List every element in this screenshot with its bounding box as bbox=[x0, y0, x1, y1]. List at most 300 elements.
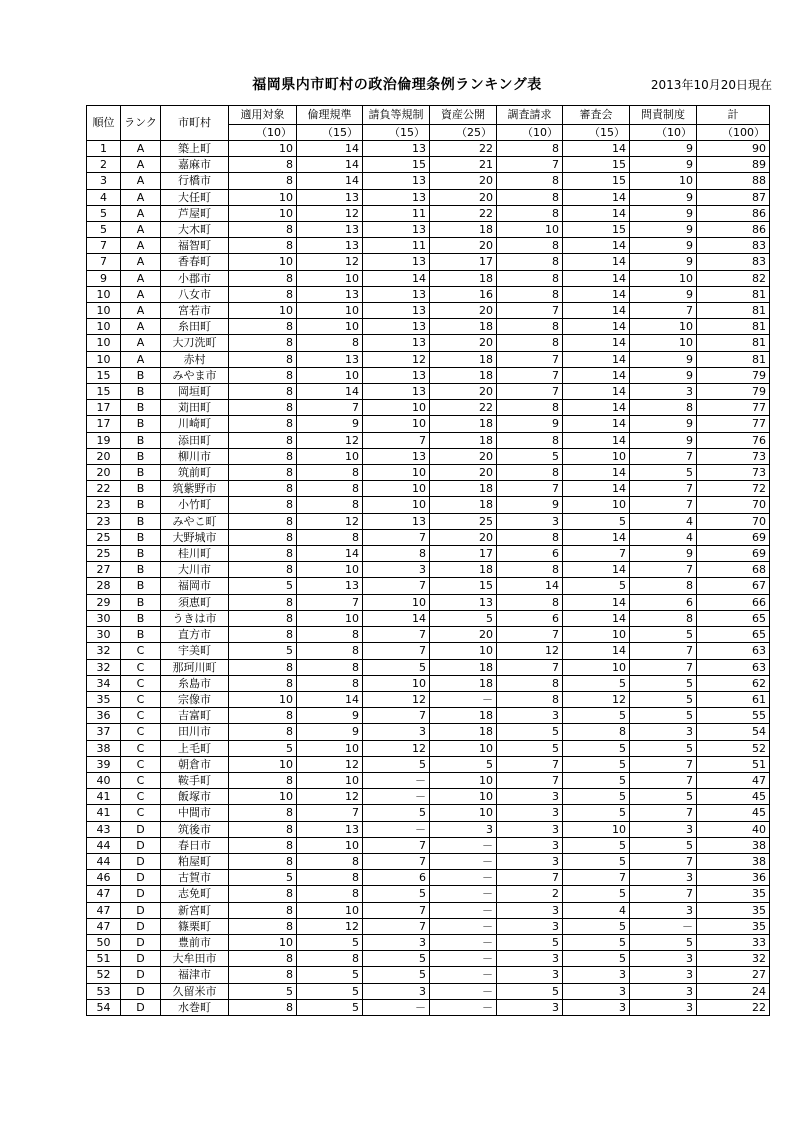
grade-cell: D bbox=[121, 951, 161, 967]
ethics-score-cell: 8 bbox=[297, 529, 363, 545]
council-score-cell: 14 bbox=[563, 319, 630, 335]
ethics-score-cell: 8 bbox=[297, 643, 363, 659]
total-score-cell: 35 bbox=[697, 902, 770, 918]
grade-cell: C bbox=[121, 691, 161, 707]
city-cell: 嘉麻市 bbox=[161, 157, 229, 173]
city-cell: 中間市 bbox=[161, 805, 229, 821]
asset-score-cell: 18 bbox=[430, 724, 497, 740]
inquiry-score-cell: 8 bbox=[497, 691, 563, 707]
city-cell: 粕屋町 bbox=[161, 853, 229, 869]
asset-score-cell: 17 bbox=[430, 546, 497, 562]
table-row bbox=[87, 756, 770, 772]
censure-score-cell: 5 bbox=[630, 837, 697, 853]
rank-cell: 1 bbox=[87, 141, 121, 157]
ethics-score-cell: 8 bbox=[297, 481, 363, 497]
ethics-score-cell: 12 bbox=[297, 918, 363, 934]
rank-cell: 47 bbox=[87, 918, 121, 934]
contract-score-cell: 13 bbox=[363, 367, 430, 383]
inquiry-score-cell: 6 bbox=[497, 610, 563, 626]
council-score-cell: 5 bbox=[563, 886, 630, 902]
ethics-score-cell: 8 bbox=[297, 335, 363, 351]
city-cell: みやま市 bbox=[161, 367, 229, 383]
target-score-cell: 10 bbox=[229, 691, 297, 707]
header-score-name: 適用対象 bbox=[229, 106, 297, 125]
header-city: 市町村 bbox=[161, 106, 229, 141]
city-cell: 那珂川町 bbox=[161, 659, 229, 675]
table-row bbox=[87, 578, 770, 594]
censure-score-cell: 5 bbox=[630, 691, 697, 707]
asset-score-cell: 18 bbox=[430, 562, 497, 578]
council-score-cell: 5 bbox=[563, 918, 630, 934]
total-score-cell: 32 bbox=[697, 951, 770, 967]
censure-score-cell: 3 bbox=[630, 724, 697, 740]
council-score-cell: 14 bbox=[563, 481, 630, 497]
inquiry-score-cell: 8 bbox=[497, 529, 563, 545]
inquiry-score-cell: 5 bbox=[497, 740, 563, 756]
contract-score-cell: 3 bbox=[363, 934, 430, 950]
asset-score-cell: 18 bbox=[430, 367, 497, 383]
header-grade: ランク bbox=[121, 106, 161, 141]
city-cell: 新宮町 bbox=[161, 902, 229, 918]
ethics-score-cell: 14 bbox=[297, 173, 363, 189]
rank-cell: 32 bbox=[87, 659, 121, 675]
grade-cell: B bbox=[121, 513, 161, 529]
target-score-cell: 8 bbox=[229, 481, 297, 497]
council-score-cell: 14 bbox=[563, 416, 630, 432]
ethics-score-cell: 13 bbox=[297, 286, 363, 302]
table-row bbox=[87, 432, 770, 448]
ethics-score-cell: 5 bbox=[297, 934, 363, 950]
censure-score-cell: 7 bbox=[630, 497, 697, 513]
council-score-cell: 5 bbox=[563, 805, 630, 821]
total-score-cell: 35 bbox=[697, 886, 770, 902]
censure-score-cell: 9 bbox=[630, 141, 697, 157]
inquiry-score-cell: 7 bbox=[497, 367, 563, 383]
asset-score-cell: － bbox=[430, 918, 497, 934]
city-cell: 糸島市 bbox=[161, 675, 229, 691]
ethics-score-cell: 9 bbox=[297, 416, 363, 432]
city-cell: 小郡市 bbox=[161, 270, 229, 286]
inquiry-score-cell: 8 bbox=[497, 189, 563, 205]
target-score-cell: 8 bbox=[229, 384, 297, 400]
table-row bbox=[87, 448, 770, 464]
ethics-score-cell: 12 bbox=[297, 254, 363, 270]
ethics-score-cell: 8 bbox=[297, 675, 363, 691]
as-of-date: 2013年10月20日現在 bbox=[650, 78, 772, 92]
contract-score-cell: 13 bbox=[363, 319, 430, 335]
contract-score-cell: 5 bbox=[363, 951, 430, 967]
rank-cell: 10 bbox=[87, 319, 121, 335]
table-row bbox=[87, 772, 770, 788]
ethics-score-cell: 9 bbox=[297, 708, 363, 724]
city-cell: 豊前市 bbox=[161, 934, 229, 950]
inquiry-score-cell: 8 bbox=[497, 465, 563, 481]
inquiry-score-cell: 8 bbox=[497, 675, 563, 691]
total-score-cell: 66 bbox=[697, 594, 770, 610]
contract-score-cell: 7 bbox=[363, 529, 430, 545]
contract-score-cell: 7 bbox=[363, 918, 430, 934]
header-score-max: （10） bbox=[630, 125, 697, 141]
rank-cell: 17 bbox=[87, 416, 121, 432]
ethics-score-cell: 12 bbox=[297, 432, 363, 448]
contract-score-cell: 10 bbox=[363, 481, 430, 497]
city-cell: 吉富町 bbox=[161, 708, 229, 724]
inquiry-score-cell: 8 bbox=[497, 432, 563, 448]
contract-score-cell: － bbox=[363, 821, 430, 837]
ethics-score-cell: 8 bbox=[297, 497, 363, 513]
grade-cell: B bbox=[121, 578, 161, 594]
ethics-score-cell: 10 bbox=[297, 902, 363, 918]
contract-score-cell: 6 bbox=[363, 870, 430, 886]
table-row bbox=[87, 497, 770, 513]
rank-cell: 40 bbox=[87, 772, 121, 788]
target-score-cell: 8 bbox=[229, 432, 297, 448]
total-score-cell: 45 bbox=[697, 789, 770, 805]
total-score-cell: 81 bbox=[697, 335, 770, 351]
inquiry-score-cell: 3 bbox=[497, 837, 563, 853]
council-score-cell: 3 bbox=[563, 999, 630, 1015]
rank-cell: 2 bbox=[87, 157, 121, 173]
rank-cell: 7 bbox=[87, 238, 121, 254]
table-row bbox=[87, 708, 770, 724]
asset-score-cell: － bbox=[430, 886, 497, 902]
target-score-cell: 8 bbox=[229, 805, 297, 821]
grade-cell: D bbox=[121, 902, 161, 918]
rank-cell: 17 bbox=[87, 400, 121, 416]
city-cell: 上毛町 bbox=[161, 740, 229, 756]
table-row bbox=[87, 659, 770, 675]
city-cell: 古賀市 bbox=[161, 870, 229, 886]
table-row bbox=[87, 805, 770, 821]
inquiry-score-cell: 5 bbox=[497, 934, 563, 950]
target-score-cell: 8 bbox=[229, 448, 297, 464]
council-score-cell: 14 bbox=[563, 205, 630, 221]
table-row bbox=[87, 238, 770, 254]
asset-score-cell: － bbox=[430, 951, 497, 967]
asset-score-cell: 20 bbox=[430, 465, 497, 481]
target-score-cell: 8 bbox=[229, 529, 297, 545]
table-row bbox=[87, 902, 770, 918]
rank-cell: 20 bbox=[87, 465, 121, 481]
grade-cell: B bbox=[121, 562, 161, 578]
grade-cell: B bbox=[121, 627, 161, 643]
asset-score-cell: － bbox=[430, 999, 497, 1015]
contract-score-cell: 14 bbox=[363, 610, 430, 626]
city-cell: 八女市 bbox=[161, 286, 229, 302]
ethics-score-cell: 10 bbox=[297, 367, 363, 383]
rank-cell: 4 bbox=[87, 189, 121, 205]
ethics-score-cell: 13 bbox=[297, 189, 363, 205]
council-score-cell: 14 bbox=[563, 351, 630, 367]
contract-score-cell: 13 bbox=[363, 384, 430, 400]
contract-score-cell: 12 bbox=[363, 691, 430, 707]
target-score-cell: 8 bbox=[229, 335, 297, 351]
table-row bbox=[87, 254, 770, 270]
council-score-cell: 5 bbox=[563, 578, 630, 594]
contract-score-cell: 10 bbox=[363, 675, 430, 691]
rank-cell: 44 bbox=[87, 853, 121, 869]
council-score-cell: 14 bbox=[563, 189, 630, 205]
grade-cell: C bbox=[121, 756, 161, 772]
contract-score-cell: 5 bbox=[363, 756, 430, 772]
ethics-score-cell: 10 bbox=[297, 837, 363, 853]
contract-score-cell: 13 bbox=[363, 513, 430, 529]
council-score-cell: 7 bbox=[563, 870, 630, 886]
total-score-cell: 81 bbox=[697, 319, 770, 335]
council-score-cell: 15 bbox=[563, 173, 630, 189]
target-score-cell: 8 bbox=[229, 902, 297, 918]
ethics-score-cell: 12 bbox=[297, 756, 363, 772]
censure-score-cell: 5 bbox=[630, 740, 697, 756]
header-score-max: （15） bbox=[297, 125, 363, 141]
censure-score-cell: 9 bbox=[630, 254, 697, 270]
target-score-cell: 8 bbox=[229, 367, 297, 383]
header-score-name: 問責制度 bbox=[630, 106, 697, 125]
target-score-cell: 5 bbox=[229, 643, 297, 659]
grade-cell: B bbox=[121, 594, 161, 610]
contract-score-cell: 7 bbox=[363, 643, 430, 659]
council-score-cell: 15 bbox=[563, 157, 630, 173]
city-cell: 飯塚市 bbox=[161, 789, 229, 805]
asset-score-cell: 18 bbox=[430, 270, 497, 286]
ethics-score-cell: 10 bbox=[297, 740, 363, 756]
city-cell: 鞍手町 bbox=[161, 772, 229, 788]
target-score-cell: 8 bbox=[229, 173, 297, 189]
city-cell: 福津市 bbox=[161, 967, 229, 983]
council-score-cell: 5 bbox=[563, 951, 630, 967]
inquiry-score-cell: 8 bbox=[497, 238, 563, 254]
target-score-cell: 8 bbox=[229, 772, 297, 788]
rank-cell: 5 bbox=[87, 205, 121, 221]
target-score-cell: 5 bbox=[229, 870, 297, 886]
inquiry-score-cell: 3 bbox=[497, 902, 563, 918]
ethics-score-cell: 8 bbox=[297, 951, 363, 967]
city-cell: 小竹町 bbox=[161, 497, 229, 513]
table-row bbox=[87, 270, 770, 286]
ethics-score-cell: 14 bbox=[297, 157, 363, 173]
grade-cell: B bbox=[121, 416, 161, 432]
total-score-cell: 61 bbox=[697, 691, 770, 707]
page-title: 福岡県内市町村の政治倫理条例ランキング表 bbox=[252, 77, 542, 93]
censure-score-cell: 3 bbox=[630, 870, 697, 886]
table-row bbox=[87, 173, 770, 189]
header-score-max: （10） bbox=[497, 125, 563, 141]
target-score-cell: 8 bbox=[229, 222, 297, 238]
censure-score-cell: 9 bbox=[630, 416, 697, 432]
table-row bbox=[87, 546, 770, 562]
asset-score-cell: 18 bbox=[430, 432, 497, 448]
table-row bbox=[87, 886, 770, 902]
city-cell: 赤村 bbox=[161, 351, 229, 367]
target-score-cell: 8 bbox=[229, 319, 297, 335]
header-score-name: 審査会 bbox=[563, 106, 630, 125]
ethics-score-cell: 10 bbox=[297, 270, 363, 286]
grade-cell: B bbox=[121, 432, 161, 448]
grade-cell: A bbox=[121, 222, 161, 238]
contract-score-cell: 10 bbox=[363, 400, 430, 416]
city-cell: 宗像市 bbox=[161, 691, 229, 707]
asset-score-cell: 5 bbox=[430, 610, 497, 626]
asset-score-cell: 15 bbox=[430, 578, 497, 594]
censure-score-cell: 9 bbox=[630, 367, 697, 383]
total-score-cell: 87 bbox=[697, 189, 770, 205]
rank-cell: 22 bbox=[87, 481, 121, 497]
contract-score-cell: 11 bbox=[363, 205, 430, 221]
rank-cell: 36 bbox=[87, 708, 121, 724]
council-score-cell: 14 bbox=[563, 400, 630, 416]
ethics-score-cell: 7 bbox=[297, 594, 363, 610]
asset-score-cell: 10 bbox=[430, 805, 497, 821]
council-score-cell: 5 bbox=[563, 772, 630, 788]
inquiry-score-cell: 6 bbox=[497, 546, 563, 562]
asset-score-cell: 18 bbox=[430, 675, 497, 691]
censure-score-cell: 7 bbox=[630, 756, 697, 772]
rank-cell: 34 bbox=[87, 675, 121, 691]
inquiry-score-cell: 9 bbox=[497, 416, 563, 432]
contract-score-cell: 8 bbox=[363, 546, 430, 562]
target-score-cell: 8 bbox=[229, 286, 297, 302]
target-score-cell: 10 bbox=[229, 934, 297, 950]
asset-score-cell: 18 bbox=[430, 416, 497, 432]
contract-score-cell: 13 bbox=[363, 173, 430, 189]
censure-score-cell: 5 bbox=[630, 789, 697, 805]
censure-score-cell: 3 bbox=[630, 384, 697, 400]
header-score-max: （15） bbox=[563, 125, 630, 141]
total-score-cell: 81 bbox=[697, 303, 770, 319]
asset-score-cell: 20 bbox=[430, 448, 497, 464]
total-score-cell: 79 bbox=[697, 367, 770, 383]
rank-cell: 25 bbox=[87, 529, 121, 545]
grade-cell: B bbox=[121, 465, 161, 481]
censure-score-cell: 5 bbox=[630, 934, 697, 950]
contract-score-cell: 12 bbox=[363, 740, 430, 756]
contract-score-cell: 10 bbox=[363, 416, 430, 432]
total-score-cell: 72 bbox=[697, 481, 770, 497]
total-score-cell: 76 bbox=[697, 432, 770, 448]
censure-score-cell: 5 bbox=[630, 708, 697, 724]
contract-score-cell: 13 bbox=[363, 335, 430, 351]
rank-cell: 7 bbox=[87, 254, 121, 270]
total-score-cell: 81 bbox=[697, 286, 770, 302]
inquiry-score-cell: 7 bbox=[497, 303, 563, 319]
censure-score-cell: 3 bbox=[630, 902, 697, 918]
rank-cell: 23 bbox=[87, 513, 121, 529]
asset-score-cell: 20 bbox=[430, 173, 497, 189]
rank-cell: 15 bbox=[87, 367, 121, 383]
total-score-cell: 90 bbox=[697, 141, 770, 157]
header-rank: 順位 bbox=[87, 106, 121, 141]
grade-cell: B bbox=[121, 448, 161, 464]
grade-cell: C bbox=[121, 805, 161, 821]
rank-cell: 50 bbox=[87, 934, 121, 950]
grade-cell: C bbox=[121, 675, 161, 691]
grade-cell: D bbox=[121, 934, 161, 950]
target-score-cell: 8 bbox=[229, 513, 297, 529]
header-score-max: （15） bbox=[363, 125, 430, 141]
table-row bbox=[87, 594, 770, 610]
city-cell: 筑前町 bbox=[161, 465, 229, 481]
rank-cell: 39 bbox=[87, 756, 121, 772]
asset-score-cell: － bbox=[430, 853, 497, 869]
council-score-cell: 4 bbox=[563, 902, 630, 918]
council-score-cell: 5 bbox=[563, 756, 630, 772]
grade-cell: C bbox=[121, 740, 161, 756]
total-score-cell: 55 bbox=[697, 708, 770, 724]
asset-score-cell: 10 bbox=[430, 643, 497, 659]
total-score-cell: 69 bbox=[697, 529, 770, 545]
city-cell: 大牟田市 bbox=[161, 951, 229, 967]
rank-cell: 10 bbox=[87, 303, 121, 319]
table-row bbox=[87, 367, 770, 383]
table-header bbox=[87, 106, 770, 141]
ethics-score-cell: 13 bbox=[297, 578, 363, 594]
ethics-score-cell: 9 bbox=[297, 724, 363, 740]
city-cell: 篠栗町 bbox=[161, 918, 229, 934]
asset-score-cell: 20 bbox=[430, 384, 497, 400]
council-score-cell: 14 bbox=[563, 594, 630, 610]
grade-cell: D bbox=[121, 999, 161, 1015]
total-score-cell: 81 bbox=[697, 351, 770, 367]
ethics-score-cell: 12 bbox=[297, 205, 363, 221]
censure-score-cell: 7 bbox=[630, 448, 697, 464]
rank-cell: 10 bbox=[87, 286, 121, 302]
asset-score-cell: 20 bbox=[430, 238, 497, 254]
grade-cell: B bbox=[121, 610, 161, 626]
council-score-cell: 14 bbox=[563, 141, 630, 157]
ethics-score-cell: 13 bbox=[297, 238, 363, 254]
council-score-cell: 14 bbox=[563, 254, 630, 270]
total-score-cell: 69 bbox=[697, 546, 770, 562]
inquiry-score-cell: 3 bbox=[497, 967, 563, 983]
table-row bbox=[87, 222, 770, 238]
table-row bbox=[87, 465, 770, 481]
council-score-cell: 12 bbox=[563, 691, 630, 707]
censure-score-cell: 7 bbox=[630, 303, 697, 319]
contract-score-cell: 5 bbox=[363, 886, 430, 902]
asset-score-cell: － bbox=[430, 691, 497, 707]
grade-cell: A bbox=[121, 205, 161, 221]
rank-cell: 41 bbox=[87, 805, 121, 821]
inquiry-score-cell: 7 bbox=[497, 384, 563, 400]
ethics-score-cell: 14 bbox=[297, 141, 363, 157]
target-score-cell: 8 bbox=[229, 708, 297, 724]
asset-score-cell: 18 bbox=[430, 319, 497, 335]
target-score-cell: 8 bbox=[229, 853, 297, 869]
table-row bbox=[87, 918, 770, 934]
censure-score-cell: 9 bbox=[630, 238, 697, 254]
city-cell: 糸田町 bbox=[161, 319, 229, 335]
target-score-cell: 8 bbox=[229, 546, 297, 562]
grade-cell: B bbox=[121, 546, 161, 562]
grade-cell: B bbox=[121, 384, 161, 400]
asset-score-cell: 22 bbox=[430, 141, 497, 157]
council-score-cell: 3 bbox=[563, 967, 630, 983]
city-cell: 苅田町 bbox=[161, 400, 229, 416]
target-score-cell: 8 bbox=[229, 610, 297, 626]
grade-cell: A bbox=[121, 173, 161, 189]
grade-cell: D bbox=[121, 853, 161, 869]
contract-score-cell: 10 bbox=[363, 497, 430, 513]
rank-cell: 9 bbox=[87, 270, 121, 286]
city-cell: 筑紫野市 bbox=[161, 481, 229, 497]
council-score-cell: 14 bbox=[563, 529, 630, 545]
ethics-score-cell: 13 bbox=[297, 222, 363, 238]
inquiry-score-cell: 3 bbox=[497, 708, 563, 724]
censure-score-cell: 9 bbox=[630, 222, 697, 238]
asset-score-cell: 13 bbox=[430, 594, 497, 610]
target-score-cell: 8 bbox=[229, 270, 297, 286]
city-cell: みやこ町 bbox=[161, 513, 229, 529]
